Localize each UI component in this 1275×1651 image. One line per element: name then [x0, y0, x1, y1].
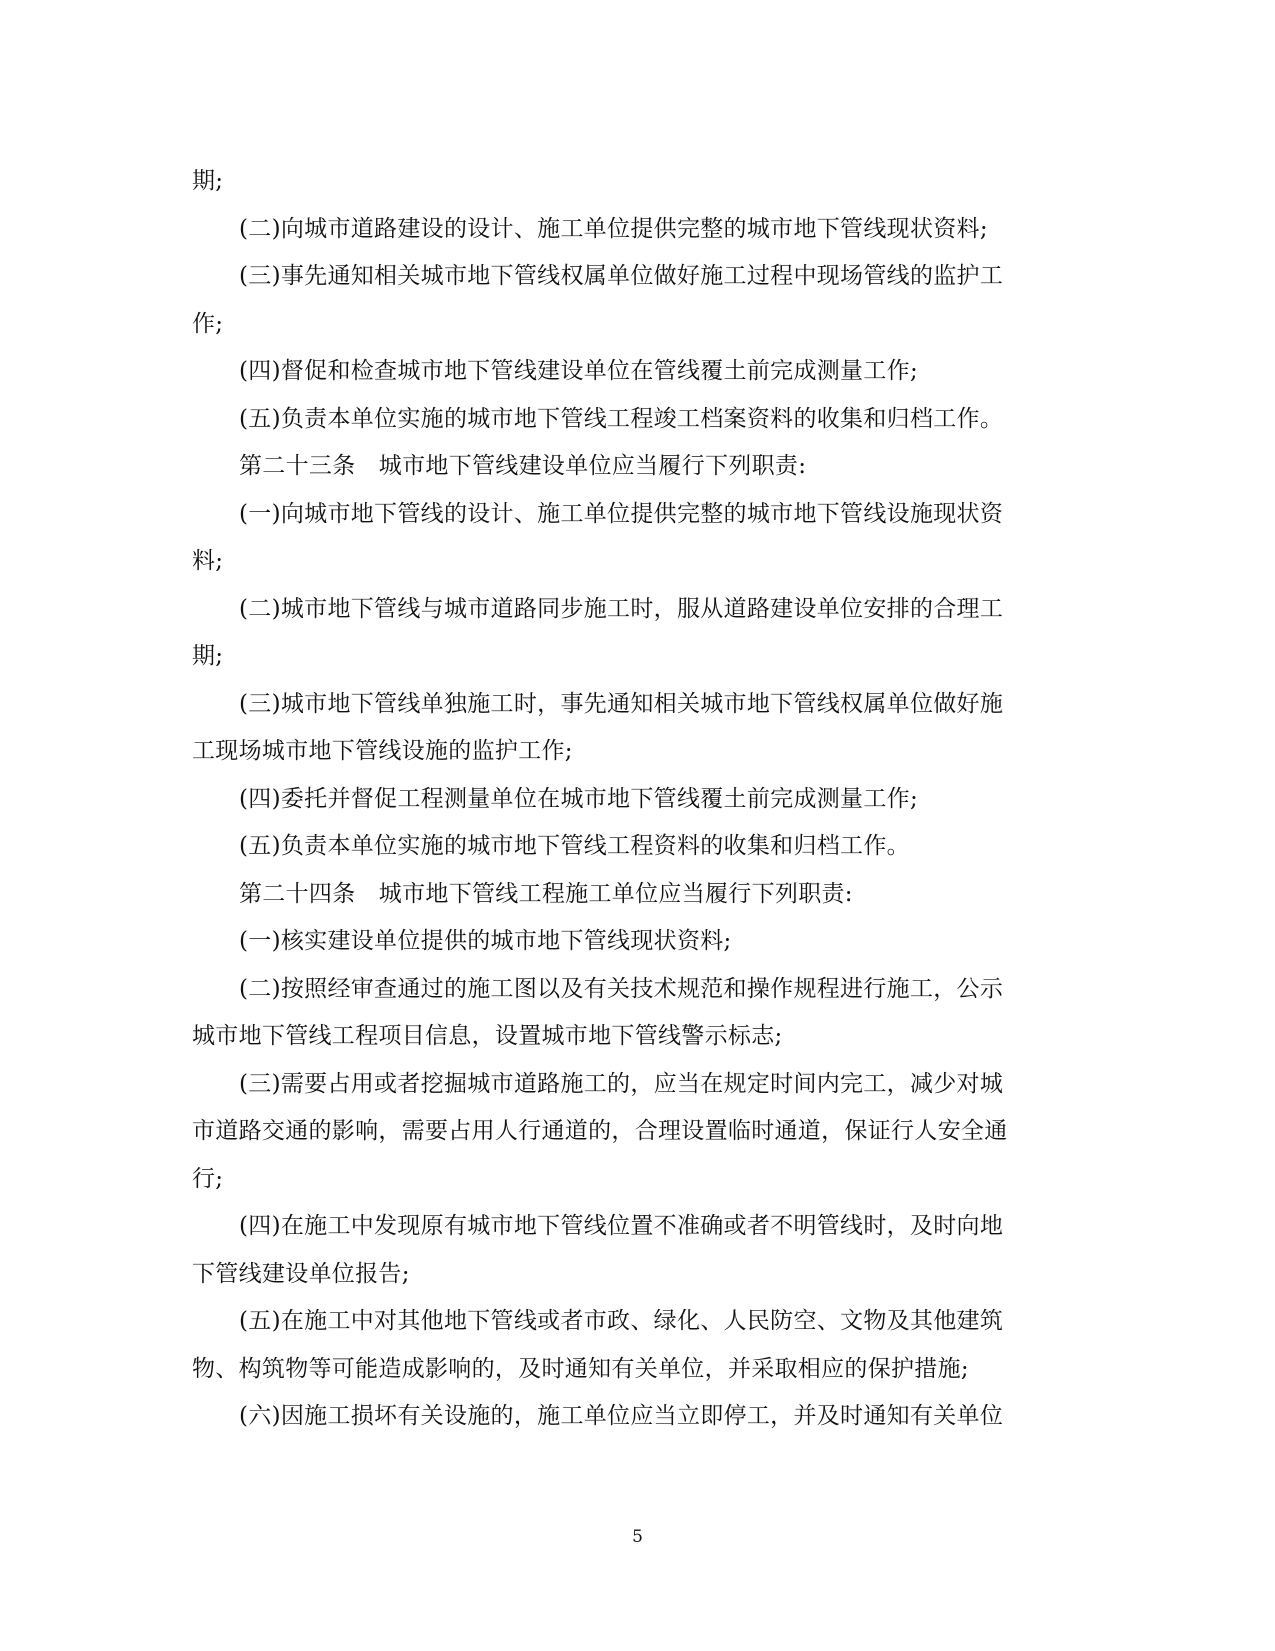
- text-line: 物、构筑物等可能造成影响的，及时通知有关单位，并采取相应的保护措施;: [192, 1355, 969, 1382]
- text-line: (四)委托并督促工程测量单位在城市地下管线覆土前完成测量工作;: [239, 785, 918, 812]
- text-line: (五)负责本单位实施的城市地下管线工程竣工档案资料的收集和归档工作。: [239, 405, 1004, 432]
- text-line: (一)核实建设单位提供的城市地下管线现状资料;: [239, 928, 732, 954]
- text-line: 城市地下管线工程项目信息，设置城市地下管线警示标志;: [192, 1023, 783, 1049]
- text-line: 第二十四条 城市地下管线工程施工单位应当履行下列职责:: [239, 880, 853, 907]
- page-number: 5: [632, 1527, 643, 1547]
- text-line: 期;: [192, 168, 224, 194]
- text-line: (二)按照经审查通过的施工图以及有关技术规范和操作规程进行施工，公示: [239, 975, 1004, 1002]
- text-line: (三)需要占用或者挖掘城市道路施工的，应当在规定时间内完工，减少对城: [239, 1070, 1004, 1097]
- document-body: [192, 158, 1067, 1441]
- text-line: (二)城市地下管线与城市道路同步施工时，服从道路建设单位安排的合理工: [239, 595, 1004, 622]
- text-line: (三)城市地下管线单独施工时，事先通知相关城市地下管线权属单位做好施: [239, 690, 1004, 717]
- text-line: (一)向城市地下管线的设计、施工单位提供完整的城市地下管线设施现状资: [239, 500, 1004, 527]
- text-line: 市道路交通的影响，需要占用人行通道的，合理设置临时通道，保证行人安全通: [192, 1118, 1008, 1144]
- text-line: (二)向城市道路建设的设计、施工单位提供完整的城市地下管线现状资料;: [239, 215, 988, 242]
- text-line: 期;: [192, 643, 224, 669]
- text-line: 工现场城市地下管线设施的监护工作;: [192, 738, 573, 764]
- text-line: (四)督促和检查城市地下管线建设单位在管线覆土前完成测量工作;: [239, 358, 918, 384]
- text-line: (五)在施工中对其他地下管线或者市政、绿化、人民防空、文物及其他建筑: [239, 1308, 1004, 1334]
- text-line: 下管线建设单位报告;: [192, 1260, 410, 1287]
- text-line: (四)在施工中发现原有城市地下管线位置不准确或者不明管线时，及时向地: [239, 1213, 1004, 1239]
- text-line: (六)因施工损坏有关设施的，施工单位应当立即停工，并及时通知有关单位: [239, 1403, 1004, 1429]
- text-line: (三)事先通知相关城市地下管线权属单位做好施工过程中现场管线的监护工: [239, 263, 1004, 289]
- text-line: 料;: [192, 548, 224, 574]
- text-line: (五)负责本单位实施的城市地下管线工程资料的收集和归档工作。: [239, 833, 910, 859]
- text-line: 行;: [192, 1165, 224, 1192]
- text-line: 作;: [192, 310, 224, 337]
- text-line: 第二十三条 城市地下管线建设单位应当履行下列职责:: [239, 453, 807, 479]
